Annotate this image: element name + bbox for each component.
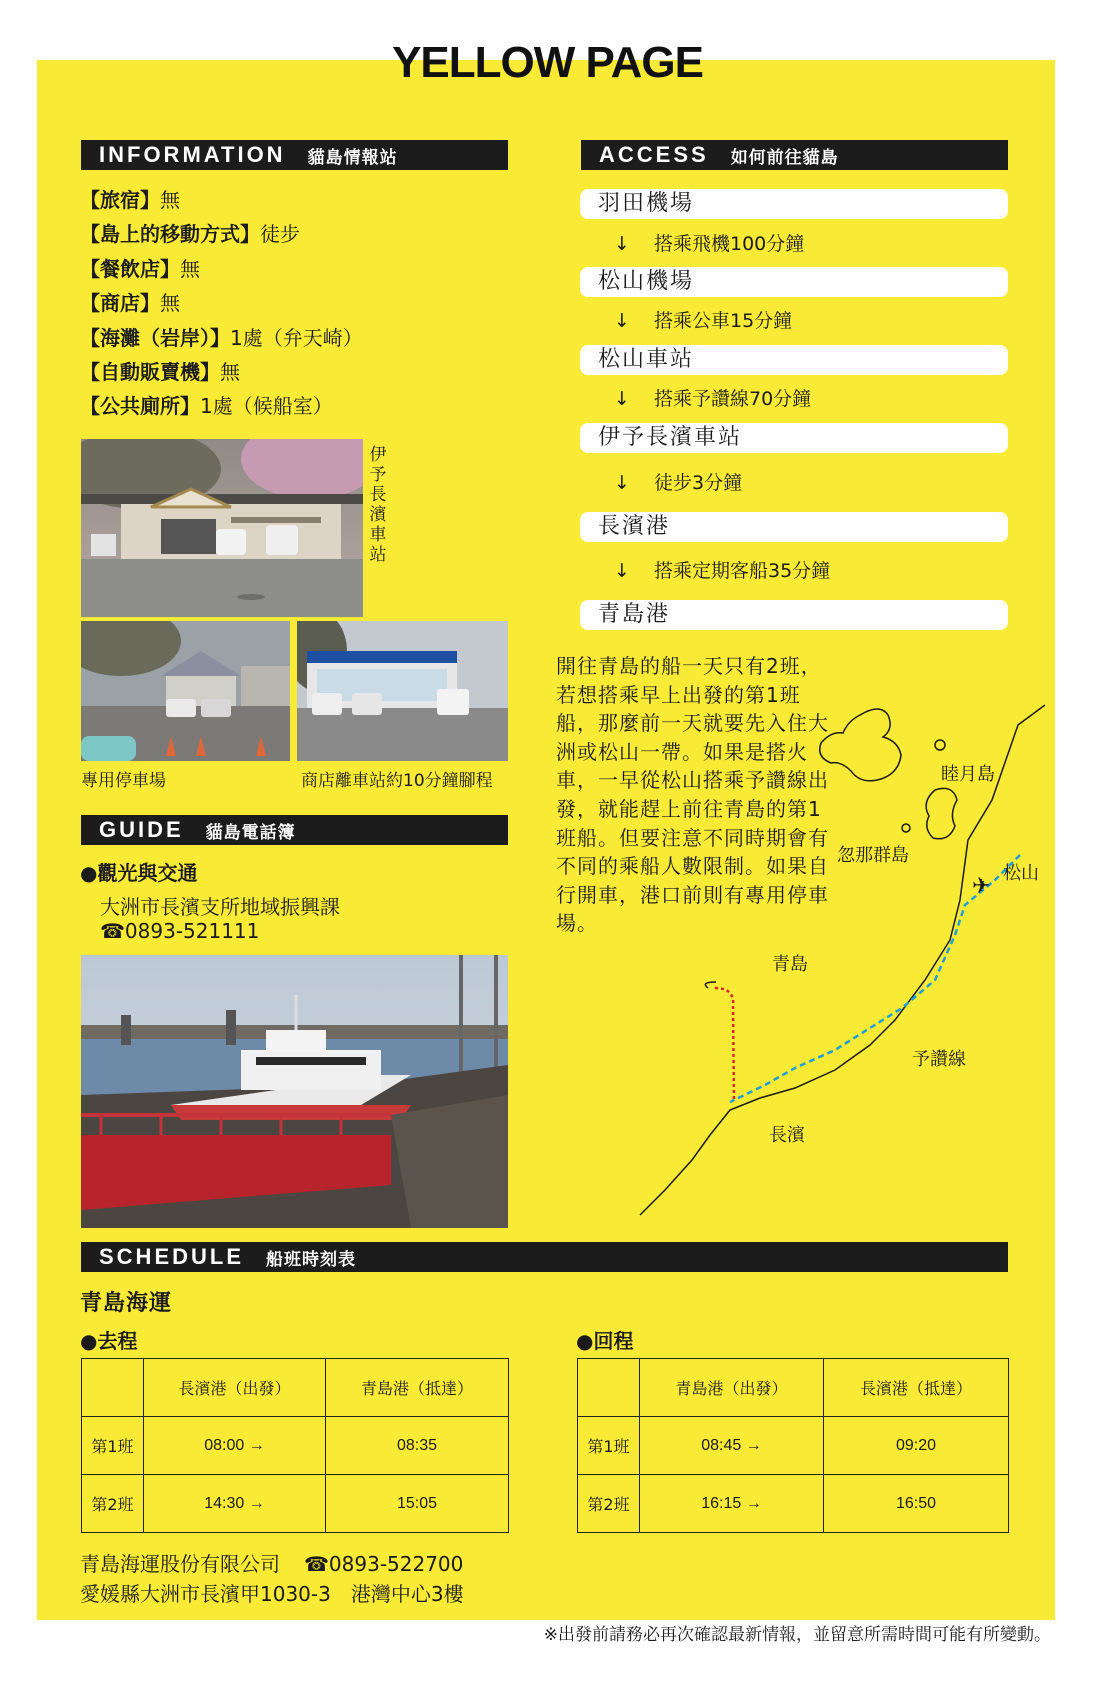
mutsuki-island-shape	[820, 709, 901, 781]
islet-shape	[902, 824, 910, 832]
table-cell: 16:15 →	[640, 1475, 824, 1533]
guide-office: 大洲市長濱支所地域振興課	[100, 895, 340, 919]
parking-photo-caption: 專用停車場	[81, 771, 166, 791]
access-note: 開往青島的船一天只有2班，若想搭乘早上出發的第1班船，那麼前一天就要先入住大洲或松山一帶。如果是搭火車，一早從松山搭乘予讚線出發，就能趕上前往青島的第1班船。但要注意不同時期會有不同的乘船人數限制。如果自行開車，港口前則有專用停車場。	[556, 654, 829, 936]
table-cell-empty	[82, 1359, 144, 1417]
shop-photo	[297, 621, 508, 761]
down-arrow-icon: ↓	[614, 472, 630, 494]
map-label-yosan: 予讚線	[912, 1049, 966, 1070]
footer-address: 愛媛縣大洲市長濱甲1030-3 港灣中心3樓	[80, 1582, 464, 1606]
info-item: 【海灘（岩岸）】1處（弁天崎）	[80, 326, 363, 350]
access-heading-bar	[581, 140, 1008, 170]
return-table	[577, 1358, 1009, 1533]
nakajima-island-shape	[926, 788, 957, 838]
harbor-photo	[81, 955, 508, 1228]
information-heading-en: INFORMATION	[99, 142, 286, 167]
table-cell: 08:00 →	[144, 1417, 326, 1475]
aoshima-island-shape	[705, 982, 716, 988]
map-label-gogo: 忽那群島	[837, 845, 909, 866]
table-header: 長濱港（出發）	[144, 1359, 326, 1417]
table-row	[82, 1417, 509, 1475]
schedule-heading-bar	[81, 1242, 1008, 1272]
footer-company: 青島海運股份有限公司	[80, 1552, 280, 1576]
footer-company-line	[80, 1548, 463, 1577]
outbound-label: ●去程	[80, 1329, 138, 1353]
info-item: 【島上的移動方式】徒步	[80, 222, 300, 246]
table-cell: 08:35	[326, 1417, 509, 1475]
telephone-icon: ☎	[304, 1552, 329, 1576]
info-item: 【餐飲店】無	[80, 257, 200, 281]
table-cell: 09:20	[824, 1417, 1009, 1475]
table-cell: 16:50	[824, 1475, 1009, 1533]
route-station: 松山車站	[580, 345, 1008, 375]
route-step: ↓ 搭乘定期客船35分鐘	[614, 560, 831, 582]
guide-phone-line	[100, 919, 259, 943]
guide-heading-zh: 貓島電話簿	[205, 822, 296, 843]
information-heading-zh: 貓島情報站	[307, 147, 398, 168]
guide-category: ●觀光與交通	[80, 861, 198, 885]
info-item: 【商店】無	[80, 291, 180, 315]
info-item: 【旅宿】無	[80, 188, 180, 212]
guide-phone: 0893-521111	[124, 919, 260, 943]
info-item: 【自動販賣機】無	[80, 360, 240, 384]
station-photo-caption: 伊予長濱車站	[369, 445, 387, 565]
down-arrow-icon: ↓	[614, 233, 630, 255]
table-cell: 第1班	[578, 1417, 640, 1475]
ferry-route	[715, 988, 734, 1102]
table-cell-empty	[578, 1359, 640, 1417]
map-label-mutsuki: 睦月島	[941, 764, 995, 785]
table-header: 長濱港（抵達）	[824, 1359, 1009, 1417]
down-arrow-icon: ↓	[614, 388, 630, 410]
route-station: 伊予長濱車站	[580, 423, 1008, 453]
outbound-table	[81, 1358, 509, 1533]
guide-heading-bar	[81, 815, 508, 845]
table-cell: 15:05	[326, 1475, 509, 1533]
airplane-icon: ✈	[972, 874, 991, 899]
access-heading-zh: 如何前往貓島	[730, 147, 839, 168]
down-arrow-icon: ↓	[614, 560, 630, 582]
route-step: ↓ 搭乘公車15分鐘	[614, 310, 793, 332]
map-label-matsuyama: 松山	[1003, 863, 1039, 884]
route-step: ↓ 搭乘予讚線70分鐘	[614, 388, 812, 410]
table-cell: 第1班	[82, 1417, 144, 1475]
table-header: 青島港（出發）	[640, 1359, 824, 1417]
route-step: ↓ 搭乘飛機100分鐘	[614, 233, 805, 255]
route-step: ↓ 徒步3分鐘	[614, 472, 743, 494]
map-label-nagahama: 長濱	[769, 1125, 805, 1146]
return-label: ●回程	[576, 1329, 634, 1353]
station-photo	[81, 439, 363, 617]
route-station: 長濱港	[580, 512, 1008, 542]
shop-photo-caption: 商店離車站約10分鐘腳程	[301, 771, 493, 791]
table-header-row	[82, 1359, 509, 1417]
page-title: YELLOW PAGE	[392, 38, 703, 87]
information-heading-bar	[81, 140, 508, 170]
table-row	[82, 1475, 509, 1533]
table-header-row	[578, 1359, 1009, 1417]
table-cell: 08:45 →	[640, 1417, 824, 1475]
route-station: 松山機場	[580, 267, 1008, 297]
footer-phone: 0893-522700	[328, 1552, 464, 1576]
schedule-company: 青島海運	[80, 1291, 173, 1316]
map-label-aoshima: 青島	[772, 954, 808, 975]
table-cell: 14:30 →	[144, 1475, 326, 1533]
table-cell: 第2班	[82, 1475, 144, 1533]
disclaimer: ※出發前請務必再次確認最新情報，並留意所需時間可能有所變動。	[543, 1625, 1051, 1645]
guide-heading-en: GUIDE	[99, 817, 184, 842]
islet-shape	[935, 740, 945, 750]
info-item: 【公共廁所】1處（候船室）	[80, 394, 333, 418]
telephone-icon: ☎	[100, 919, 125, 943]
table-row	[578, 1475, 1009, 1533]
schedule-heading-zh: 船班時刻表	[266, 1249, 357, 1270]
table-header: 青島港（抵達）	[326, 1359, 509, 1417]
route-station: 青島港	[580, 600, 1008, 630]
schedule-heading-en: SCHEDULE	[99, 1244, 245, 1269]
access-heading-en: ACCESS	[599, 142, 709, 167]
parking-photo	[81, 621, 290, 761]
table-row	[578, 1417, 1009, 1475]
route-station: 羽田機場	[580, 189, 1008, 219]
table-cell: 第2班	[578, 1475, 640, 1533]
down-arrow-icon: ↓	[614, 310, 630, 332]
